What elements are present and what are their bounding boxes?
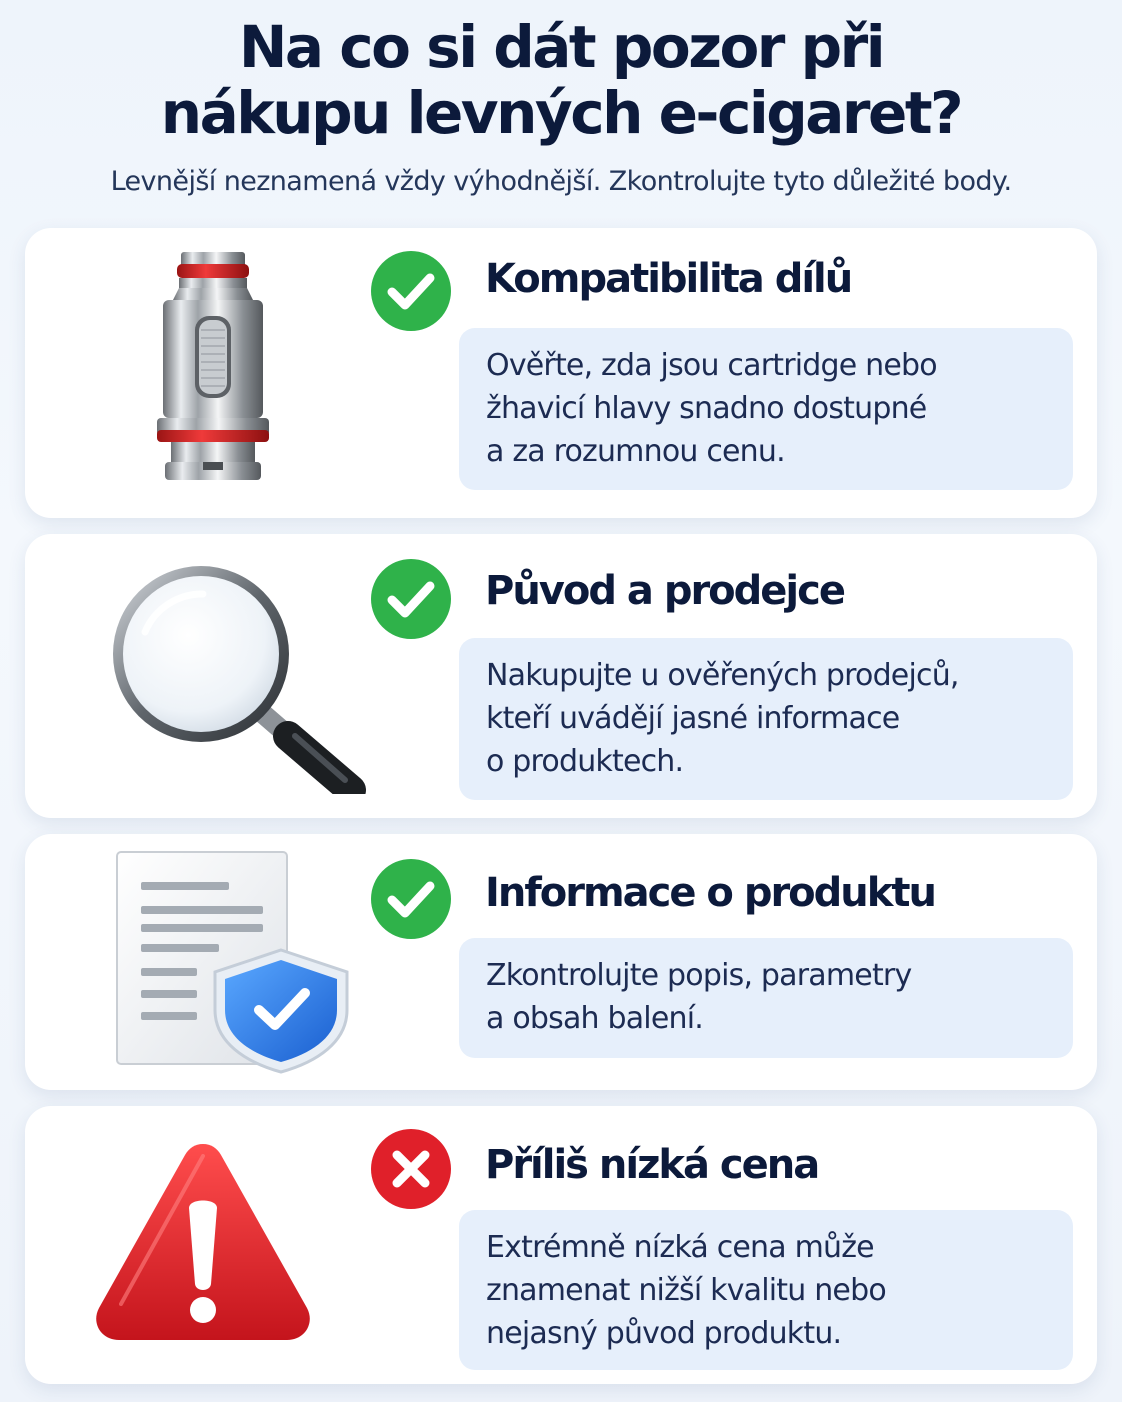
card-title: Původ a prodejce: [485, 568, 844, 614]
page-subtitle: Levnější neznamená vždy výhodnější. Zkontrolujte tyto důležité body.: [110, 166, 1012, 197]
card-cena: [25, 1106, 1097, 1384]
check-icon: [370, 858, 452, 940]
magnifying-glass-icon: [83, 562, 373, 794]
card-description: Nakupujte u ověřených prodejců, kteří uvádějí jasné informace o produktech.: [486, 658, 959, 779]
description-box: [459, 1210, 1073, 1370]
description-box: [459, 638, 1073, 800]
check-icon: [370, 250, 452, 332]
warning-triangle-icon: [91, 1136, 315, 1346]
cross-icon: [370, 1128, 452, 1210]
card-puvod: [25, 534, 1097, 818]
card-title: Příliš nízká cena: [485, 1142, 819, 1188]
card-description: Zkontrolujte popis, parametry a obsah balení.: [486, 958, 912, 1036]
title-line-2: nákupu levných e-cigaret?: [160, 79, 962, 147]
coil-cartridge-icon: [143, 248, 283, 498]
card-title: Kompatibilita dílů: [485, 256, 852, 302]
title-line-1: Na co si dát pozor při: [238, 13, 884, 81]
card-description: Ověřte, zda jsou cartridge nebo žhavicí hlavy snadno dostupné a za rozumnou cenu.: [486, 348, 937, 469]
document-shield-icon: [113, 850, 353, 1076]
card-description: Extrémně nízká cena může znamenat nižší kvalitu nebo nejasný původ produktu.: [486, 1230, 886, 1351]
card-kompatibilita: [25, 228, 1097, 518]
check-icon: [370, 558, 452, 640]
description-box: [459, 938, 1073, 1058]
card-title: Informace o produktu: [485, 870, 935, 916]
card-informace: [25, 834, 1097, 1090]
page-title: [0, 14, 1122, 146]
description-box: [459, 328, 1073, 490]
